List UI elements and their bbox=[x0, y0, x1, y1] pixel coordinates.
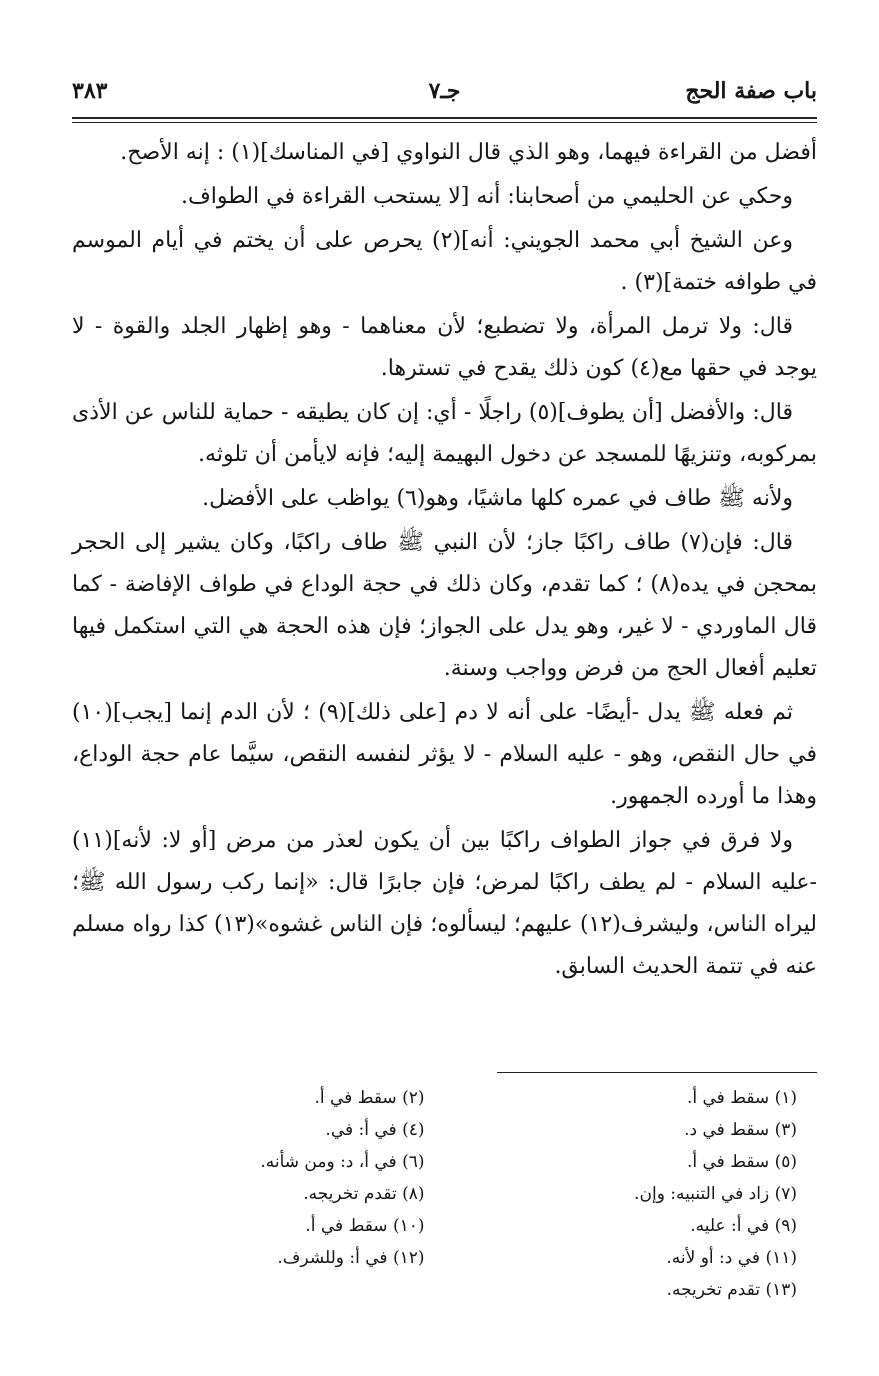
footnote-item: (٦) في أ، د: ومن شأنه. bbox=[260, 1152, 425, 1172]
header-divider-thick bbox=[72, 117, 817, 119]
paragraph: قال: فإن(٧) طاف راكبًا جاز؛ لأن النبي ﷺ طاف راكبًا، وكان يشير إلى الحجر بمحجن في يده(٨) ؛ كما تقدم، وكان ذلك في حجة الوداع في طواف الإفاضة - كما قال الماوردي - لا غير، وهو يدل على الجواز؛ فإن هذه الحجة هي التي استكمل فيها تعليم أفعال الحج من فرض وواجب وسنة. bbox=[72, 530, 817, 681]
footnote-item: (٧) زاد في التنبيه: وإن. bbox=[634, 1184, 797, 1204]
footnote-item: (٤) في أ: في. bbox=[325, 1120, 425, 1140]
footnote-divider bbox=[497, 1072, 817, 1073]
page-number: ٣٨٣ bbox=[72, 78, 108, 104]
footnotes bbox=[72, 1082, 817, 1306]
footnote-item: (١٢) في أ: وللشرف. bbox=[277, 1248, 425, 1268]
footnotes-left-column bbox=[72, 1082, 445, 1306]
paragraph: ولا فرق في جواز الطواف راكبًا بين أن يكون لعذر من مرض [أو لا: لأنه](١١) -عليه السلام - لم يطف راكبًا لمرض؛ فإن جابرًا قال: «إنما ركب رسول الله ﷺ؛ ليراه الناس، وليشرف(١٢) عليهم؛ ليسألوه؛ فإن الناس غشوه»(١٣) كذا رواه مسلم عنه في تتمة الحديث السابق. bbox=[72, 828, 817, 979]
paragraph: وحكي عن الحليمي من أصحابنا: أنه [لا يستحب القراءة في الطواف. bbox=[180, 184, 793, 209]
volume-label: جـ٧ bbox=[428, 78, 461, 104]
footnotes-right-column bbox=[445, 1082, 818, 1306]
paragraph: ثم فعله ﷺ يدل -أيضًا- على أنه لا دم [على ذلك](٩) ؛ لأن الدم إنما [يجب](١٠) في حال النقص، وهو - عليه السلام - لا يؤثر لنفسه النقص، سيَّما عام حجة الوداع، وهذا ما أورده الجمهور. bbox=[72, 700, 817, 809]
main-text bbox=[72, 132, 817, 990]
chapter-title: باب صفة الحج bbox=[685, 78, 817, 104]
footnote-item: (٣) سقط في د. bbox=[684, 1120, 797, 1140]
paragraph: ولأنه ﷺ طاف في عمره كلها ماشيًا، وهو(٦) يواظب على الأفضل. bbox=[202, 486, 793, 511]
footnote-item: (٢) سقط في أ. bbox=[314, 1088, 425, 1108]
footnote-item: (٨) تقدم تخريجه. bbox=[303, 1184, 425, 1204]
footnote-item: (١١) في د: أو لأنه. bbox=[666, 1248, 797, 1268]
paragraph: قال: ولا ترمل المرأة، ولا تضطبع؛ لأن معناهما - وهو إظهار الجلد والقوة - لا يوجد في حقها مع(٤) كون ذلك يقدح في تسترها. bbox=[72, 314, 817, 381]
paragraph: وعن الشيخ أبي محمد الجويني: أنه](٢) يحرص على أن يختم في أيام الموسم في طوافه ختمة](٣) . bbox=[72, 228, 817, 295]
header-divider-thin bbox=[72, 122, 817, 123]
footnote-item: (١٠) سقط في أ. bbox=[305, 1216, 425, 1236]
paragraph: أفضل من القراءة فيهما، وهو الذي قال النواوي [في المناسك](١) : إنه الأصح. bbox=[120, 140, 817, 165]
footnote-item: (٩) في أ: عليه. bbox=[690, 1216, 797, 1236]
paragraph: قال: والأفضل [أن يطوف](٥) راجلًا - أي: إن كان يطيقه - حماية للناس عن الأذى بمركوبه، وتنزيهًا للمسجد عن دخول البهيمة إليه؛ فإنه لايأمن أن تلوثه. bbox=[72, 400, 817, 467]
running-header bbox=[72, 78, 817, 112]
footnote-item: (١٣) تقدم تخريجه. bbox=[666, 1280, 797, 1300]
footnote-item: (٥) سقط في أ. bbox=[686, 1152, 797, 1172]
footnote-item: (١) سقط في أ. bbox=[686, 1088, 797, 1108]
